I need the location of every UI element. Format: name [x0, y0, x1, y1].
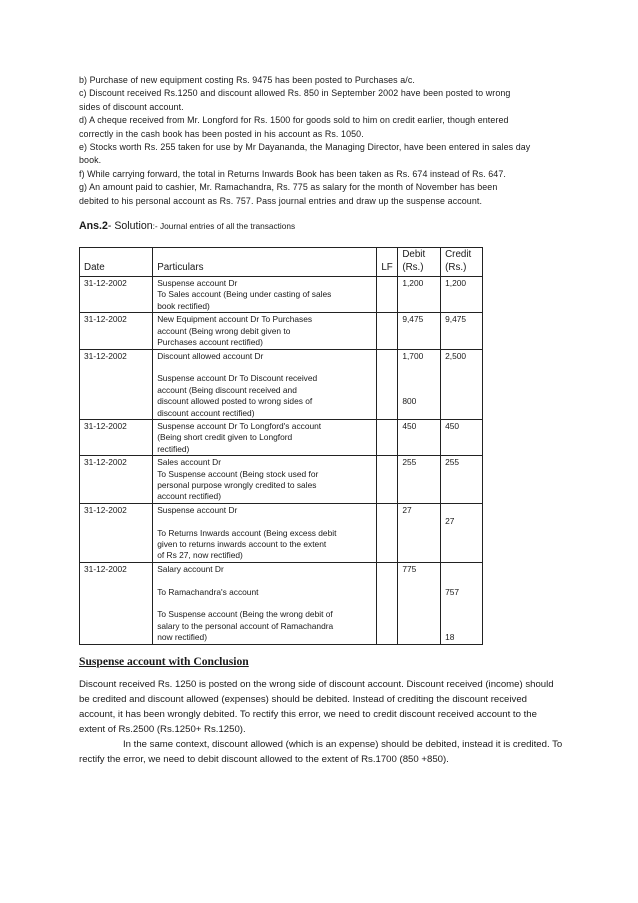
question-line: debited to his personal account as Rs. 757. Pass journal entries and draw up the suspense account. [79, 195, 483, 206]
table-row [80, 562, 483, 644]
section-heading: Suspense account with Conclusion [79, 654, 249, 668]
cell-date: 31-12-2002 [80, 313, 153, 349]
answer-solution: - Solution [107, 220, 153, 233]
particulars-line: discount allowed posted to wrong sides of [157, 396, 313, 407]
cell-date: 31-12-2002 [80, 562, 153, 644]
line-spacer [157, 598, 372, 609]
cell-date: 31-12-2002 [80, 419, 153, 455]
question-line: c) Discount received Rs.1250 and discount allowed Rs. 850 in September 2002 have been posted to wrong [79, 88, 511, 99]
cell-credit: 2,500 [441, 349, 483, 419]
particulars-line: (Being short credit given to Longford [157, 432, 293, 443]
answer-caption: :- Journal entries of all the transactions [152, 221, 296, 232]
debit-value: 1,700 [402, 350, 424, 361]
cell-debit: 9,475 [398, 313, 441, 349]
cell-debit [398, 349, 441, 419]
header-credit-unit: (Rs.) [445, 261, 467, 273]
line-spacer [445, 621, 478, 632]
particulars-line: discount account rectified) [157, 407, 255, 418]
particulars-line: now rectified) [157, 632, 208, 643]
particulars-line: Sales account Dr [157, 457, 221, 468]
cell-date: 31-12-2002 [80, 503, 153, 562]
line-spacer [402, 385, 436, 396]
cell-particulars [153, 349, 377, 419]
line-spacer [445, 505, 478, 516]
question-text [79, 74, 568, 208]
question-line: b) Purchase of new equipment costing Rs. 9475 has been posted to Purchases a/c. [79, 75, 415, 85]
question-line: g) An amount paid to cashier, Mr. Ramachandra, Rs. 775 as salary for the month of November has been [79, 182, 498, 193]
cell-date: 31-12-2002 [80, 349, 153, 419]
table-row [80, 349, 483, 419]
question-line: f) While carrying forward, the total in Returns Inwards Book has been taken as Rs. 674 instead of Rs. 647. [79, 168, 506, 179]
line-spacer [445, 598, 478, 621]
table-header-row [80, 248, 483, 277]
cell-lf [377, 313, 398, 349]
debit-value: 800 [402, 396, 417, 407]
cell-debit: 255 [398, 456, 441, 504]
cell-credit [441, 562, 483, 644]
particulars-line: personal purpose wrongly credited to sales [157, 479, 317, 490]
line-spacer [157, 362, 372, 373]
journal-table [79, 247, 483, 645]
table-row [80, 277, 483, 313]
cell-debit: 450 [398, 419, 441, 455]
table-row [80, 419, 483, 455]
cell-debit: 775 [398, 562, 441, 644]
particulars-line: To Returns Inwards account (Being excess debit [157, 527, 337, 538]
cell-credit: 1,200 [441, 277, 483, 313]
cell-lf [377, 419, 398, 455]
particulars-line: New Equipment account Dr To Purchases [157, 314, 313, 325]
cell-credit: 450 [441, 419, 483, 455]
particulars-line: Suspense account Dr To Discount received [157, 373, 318, 384]
line-spacer [445, 564, 478, 587]
cell-date: 31-12-2002 [80, 277, 153, 313]
particulars-line: Salary account Dr [157, 563, 224, 574]
particulars-line: book rectified) [157, 300, 210, 311]
header-credit-label: Credit [445, 249, 472, 261]
particulars-line: To Suspense account (Being the wrong debit of [157, 609, 333, 620]
cell-debit: 27 [398, 503, 441, 562]
header-debit-label: Debit [402, 249, 426, 261]
credit-value: 27 [445, 516, 455, 527]
header-particulars: Particulars [153, 248, 377, 277]
line-spacer [157, 516, 372, 527]
cell-particulars [153, 503, 377, 562]
cell-particulars [153, 456, 377, 504]
header-debit-unit: (Rs.) [402, 261, 424, 273]
cell-lf [377, 562, 398, 644]
question-line: d) A cheque received from Mr. Longford for Rs. 1500 for goods sold to him on credit earlier, though entered [79, 115, 509, 126]
credit-value: 757 [445, 586, 460, 597]
particulars-line: rectified) [157, 443, 190, 454]
particulars-line: To Sales account (Being under casting of sales [157, 289, 332, 300]
header-credit [441, 248, 483, 277]
header-lf: LF [377, 248, 398, 277]
particulars-line: Suspense account Dr To Longford's account [157, 420, 322, 431]
particulars-line: account rectified) [157, 491, 221, 502]
conclusion-text [79, 677, 563, 767]
particulars-line: Discount allowed account Dr [157, 350, 264, 361]
particulars-line: of Rs 27, now rectified) [157, 550, 243, 561]
cell-credit: 9,475 [441, 313, 483, 349]
particulars-line: Suspense account Dr [157, 278, 238, 289]
table-row [80, 313, 483, 349]
cell-particulars [153, 313, 377, 349]
question-line: correctly in the cash book has been posted in his account as Rs. 1050. [79, 128, 364, 139]
answer-heading [79, 219, 568, 233]
cell-credit: 255 [441, 456, 483, 504]
particulars-line: given to returns inwards account to the extent [157, 538, 327, 549]
particulars-line: account (Being discount received and [157, 384, 297, 395]
cell-credit [441, 503, 483, 562]
header-debit [398, 248, 441, 277]
cell-particulars [153, 419, 377, 455]
cell-particulars [153, 277, 377, 313]
cell-lf [377, 503, 398, 562]
header-date: Date [80, 248, 153, 277]
cell-lf [377, 277, 398, 313]
cell-lf [377, 456, 398, 504]
credit-value: 18 [445, 632, 455, 643]
table-row [80, 503, 483, 562]
particulars-line: account (Being wrong debit given to [157, 325, 291, 336]
particulars-line: To Suspense account (Being stock used for [157, 468, 319, 479]
conclusion-paragraph: Discount received Rs. 1250 is posted on the wrong side of discount account. Discount received (income) should be credited and discount allowed (expenses) should be debited. Instead of crediting the discount received account, it has been wrongly debited. To rectify this error, we need to credit discount received account to the extent of Rs.2500 (Rs.1250+ Rs.1250). [79, 678, 554, 735]
conclusion-paragraph: In the same context, discount allowed (which is an expense) should be debited, instead it is credited. To rectify the error, we need to debit discount allowed to the extent of Rs.1700 (850 +850). [79, 738, 563, 765]
particulars-line: Purchases account rectified) [157, 337, 263, 348]
question-line: book. [79, 155, 102, 166]
line-spacer [157, 575, 372, 586]
line-spacer [402, 362, 436, 385]
cell-lf [377, 349, 398, 419]
table-row [80, 456, 483, 504]
particulars-line: To Ramachandra's account [157, 586, 259, 597]
question-line: sides of discount account. [79, 101, 184, 112]
cell-debit: 1,200 [398, 277, 441, 313]
question-line: e) Stocks worth Rs. 255 taken for use by Mr Dayananda, the Managing Director, have been entered in sales day [79, 142, 531, 153]
particulars-line: Suspense account Dr [157, 504, 238, 515]
answer-label: Ans.2 [79, 220, 108, 233]
cell-particulars [153, 562, 377, 644]
cell-date: 31-12-2002 [80, 456, 153, 504]
particulars-line: salary to the personal account of Ramachandra [157, 620, 334, 631]
